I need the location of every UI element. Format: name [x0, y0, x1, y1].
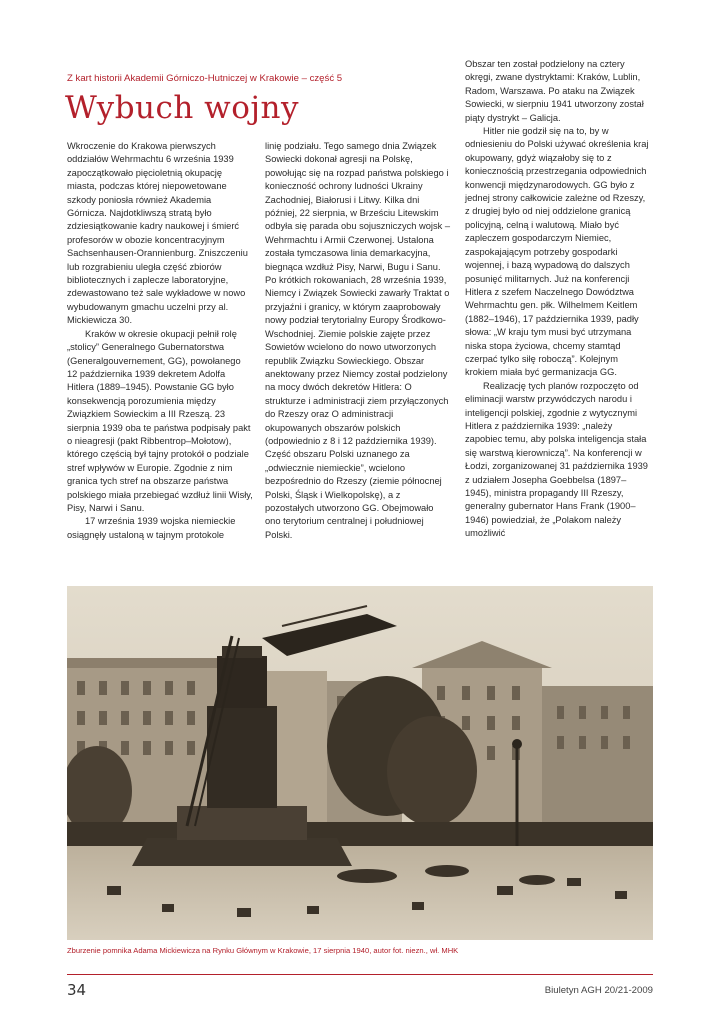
article-title: Wybuch wojny: [65, 90, 299, 126]
footer-rule: [67, 974, 653, 975]
text-column-3: [465, 58, 651, 541]
historical-photo: [67, 586, 653, 940]
publication-name: Biuletyn AGH 20/21-2009: [544, 985, 653, 996]
paragraph: linię podziału. Tego samego dnia Związek Sowiecki dokonał agresji na Polskę, powołując się na rozpad państwa polskiego i konieczność ochrony ludności Ukrainy Zachodniej, Białorusi i Litwy. Kilka dni później, 22 sierpnia, w Brześciu Litewskim odbyła się parada obu sojuszniczych wojsk – Wehrmachtu i Armii Czerwonej. Ustalona została tymczasowa linia demarkacyjna, biegnąca wzdłuż Pisy, Narwi, Bugu i Sanu. Po krótkich rokowaniach, 28 września 1939, Niemcy i Związek Sowiecki zawarły Traktat o przyjaźni i granicy, w którym zaaprobowały nowy podział terytorialny Europy Środkowo-Wschodniej. Ziemie polskie zajęte przez Sowietów wcielono do nowo utworzonych republik Związku Sowieckiego. Obszar anektowany przez Niemcy został podzielony na mocy dwóch dekretów Hitlera: O strukturze i administracji ziem przyłączonych do Rzeszy oraz O administracji okupowanych obszarów polskich (odpowiednio z 8 i 12 października 1939). Część obszaru Polski uznanego za „odwiecznie niemieckie”, wcielono bezpośrednio do Rzeszy (ziemie północnej Polski, Śląsk i Wielkopolskę), a z pozostałych utworzono GG. Obejmowało ono terytorium centralnej i południowej Polski.: [265, 141, 451, 540]
paragraph: Hitler nie godził się na to, by w odniesieniu do Polski używać określenia kraj okupowany, gdyż wiązałoby się to z koniecznością przestrzegania odpowiednich konwencji międzynarodowych. GG było z jednej strony całkowicie zależne od Rzeszy, z drugiej było od niej oddzielone granicą policyjną, celną i walutową. Miało być zapleczem gospodarczym Niemiec, zaspokajającym potrzeby gospodarki wojennej, i bazą wypadową do dalszych posunięć militarnych. Już na konferencji Hitlera z szefem Naczelnego Dowództwa Wehrmachtu gen. płk. Wilhelmem Keitlem (1882–1946), 17 października 1939, padły słowa: „W kraju tym musi być utrzymana niska stopa życiowa, chcemy stamtąd czerpać tylko siłę roboczą”. Kolejnym krokiem miała być germanizacja GG.: [465, 126, 649, 378]
paragraph: Wkroczenie do Krakowa pierwszych oddziałów Wehrmachtu 6 września 1939 zapoczątkowało pięcioletnią okupację miasta, podczas której niepowetowane szkody poniosła również Akademia Górnicza. Najdotkliwszą stratą było zdziesiątkowanie kadry naukowej i śmierć profesorów w obozie koncentracyjnym Sachsenhausen-Orannienburg. Zniszczeniu lub rozgrabieniu uległa część zbiorów bibliotecznych i zaplecze laboratoryjne, zdewastowano też sale wykładowe w nowo wybudowanym gmachu uczelni przy al. Mickiewicza 30.: [67, 141, 248, 326]
text-column-2: [265, 140, 451, 542]
paragraph: Realizację tych planów rozpoczęto od eliminacji warstw przywódczych narodu i inteligencji polskiej, zgodnie z wytycznymi Hitlera z października 1939: „należy zapobiec temu, aby polska inteligencja stała się warstwą kierowniczą”. Na konferencji w Łodzi, zorganizowanej 31 października 1939 z udziałem Josepha Goebbelsa (1897–1945), ministra propagandy III Rzeszy, generalny gubernator Hans Frank (1900–1946) powiedział, że „Polakom należy umożliwić: [465, 380, 648, 539]
series-kicker: Z kart historii Akademii Górniczo-Hutniczej w Krakowie – część 5: [67, 73, 343, 84]
paragraph: Kraków w okresie okupacji pełnił rolę „stolicy” Generalnego Gubernatorstwa (Generalgouvernement, GG), powołanego 12 października 1939 dekretem Adolfa Hitlera (1889–1945). Powstanie GG było konsekwencją porozumienia między Związkiem Sowieckim a III Rzeszą. 23 sierpnia 1939 oba te państwa podpisały pakt o nieagresji (pakt Ribbentrop–Mołotow), którego częścią był tajny protokół o podziale stref wpływów w Europie. Zgodnie z nim granica tych stref na obszarze państwa polskiego miała przebiegać wzdłuż linii Wisły, Pisy, Narwi i Sanu.: [67, 328, 253, 513]
paragraph: 17 września 1939 wojska niemieckie osiągnęły ustaloną w tajnym protokole: [67, 516, 236, 540]
text-column-1: [67, 140, 253, 542]
page-number: 34: [67, 981, 87, 999]
paragraph: Obszar ten został podzielony na cztery okręgi, zwane dystryktami: Kraków, Lublin, Radom, Warszawa. Po ataku na Związek Sowiecki, w sierpniu 1941 utworzony został piąty dystrykt – Galicja.: [465, 59, 644, 123]
photo-caption: Zburzenie pomnika Adama Mickiewicza na Rynku Głównym w Krakowie, 17 sierpnia 1940, autor fot. niezn., wł. MHK: [67, 946, 459, 955]
